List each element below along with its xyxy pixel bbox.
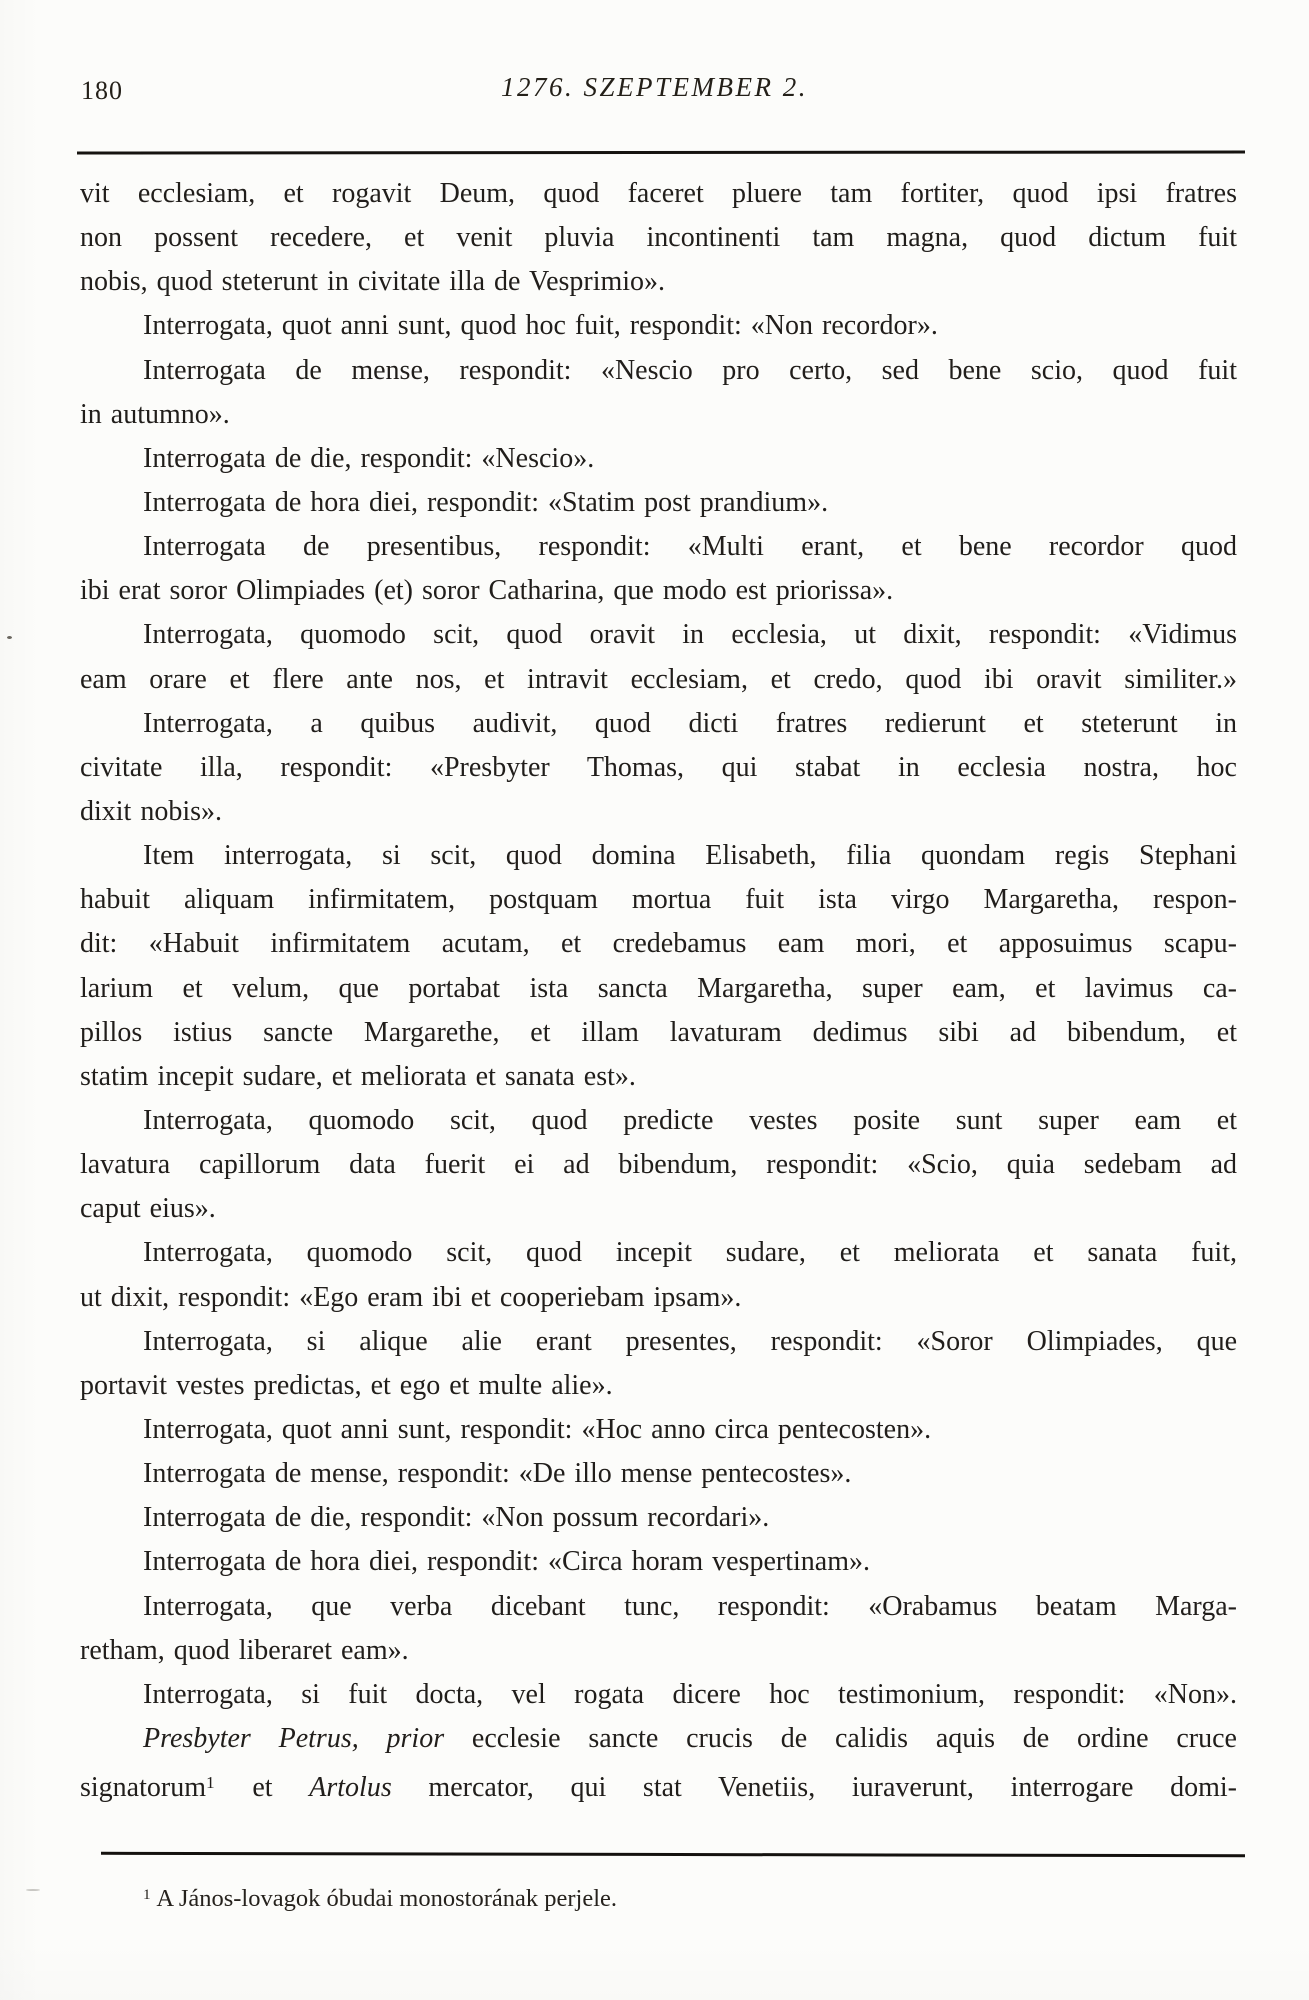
text-segment: dit: «Habuit infirmitatem acutam, et credebamus eam mori, et apposuimus scapu-	[80, 928, 1237, 960]
text-line	[80, 393, 1237, 437]
footnote-rule	[101, 1852, 1245, 1857]
text-line	[80, 172, 1237, 216]
text-segment: ibi erat soror Olimpiades (et) soror Catharina, que modo est priorissa».	[80, 575, 894, 607]
text-segment: Presbyter Petrus, prior	[143, 1722, 445, 1754]
text-line	[80, 1717, 1237, 1761]
text-segment: Interrogata, quomodo scit, quod predicte vestes posite sunt super eam et	[143, 1104, 1237, 1136]
text-line	[80, 481, 1237, 525]
text-line	[80, 967, 1237, 1011]
text-segment: ecclesie sancte crucis de calidis aquis de ordine cruce	[444, 1722, 1237, 1754]
text-line	[80, 349, 1237, 393]
text-segment: retham, quod liberaret eam».	[80, 1634, 409, 1666]
text-segment: Interrogata de mense, respondit: «Nescio pro certo, sed bene scio, quod fuit	[143, 354, 1237, 386]
text-line	[80, 922, 1237, 966]
text-segment: Interrogata de hora diei, respondit: «Circa horam vespertinam».	[143, 1546, 870, 1578]
text-line	[80, 304, 1237, 348]
text-line	[80, 702, 1237, 746]
text-line	[80, 1496, 1237, 1540]
text-line	[80, 1055, 1237, 1099]
text-segment: Interrogata de die, respondit: «Non possum recordari».	[143, 1502, 770, 1534]
text-line	[80, 746, 1237, 790]
text-block	[80, 172, 1237, 1805]
text-segment: Interrogata de die, respondit: «Nescio».	[143, 442, 595, 474]
text-segment: mercator, qui stat Venetiis, iuraverunt, interrogare domi-	[391, 1771, 1237, 1803]
text-segment: A János-lovagok óbudai monostorának perjele.	[151, 1884, 617, 1912]
text-line	[80, 613, 1237, 657]
text-line	[80, 1011, 1237, 1055]
text-line	[80, 1673, 1237, 1717]
footnote-marker: 1	[143, 1886, 152, 1903]
text-segment: larium et velum, que portabat ista sancta Margaretha, super eam, et lavimus ca-	[80, 972, 1237, 1004]
text-segment: in autumno».	[80, 398, 230, 430]
text-segment: Interrogata, quomodo scit, quod incepit sudare, et meliorata et sanata fuit,	[143, 1237, 1237, 1269]
text-line	[80, 1585, 1237, 1629]
text-line	[80, 1143, 1237, 1187]
text-segment: Interrogata, a quibus audivit, quod dicti fratres redierunt et steterunt in	[143, 707, 1237, 739]
text-segment: vit ecclesiam, et rogavit Deum, quod faceret pluere tam fortiter, quod ipsi fratres	[80, 178, 1237, 209]
text-segment: Item interrogata, si scit, quod domina Elisabeth, filia quondam regis Stephani	[143, 840, 1237, 872]
text-segment: caput eius».	[80, 1193, 216, 1225]
text-line	[80, 1540, 1237, 1584]
text-segment: pillos istius sancte Margarethe, et illam lavaturam dedimus sibi ad bibendum, et	[80, 1016, 1237, 1048]
text-segment: Interrogata de presentibus, respondit: «Multi erant, et bene recordor quod	[143, 531, 1237, 563]
text-line	[80, 1408, 1237, 1452]
text-segment: nobis, quod steterunt in civitate illa de Vesprimio».	[80, 266, 666, 298]
text-line	[80, 1099, 1237, 1143]
text-segment: Artolus	[309, 1771, 392, 1803]
text-line	[80, 1452, 1237, 1496]
running-header-title: 1276. SZEPTEMBER 2.	[501, 72, 808, 102]
text-line	[80, 1320, 1237, 1364]
text-segment: Interrogata, si fuit docta, vel rogata dicere hoc testimonium, respondit: «Non».	[143, 1678, 1237, 1710]
text-line	[80, 1187, 1237, 1231]
scan-speck	[26, 1889, 40, 1891]
text-line	[80, 569, 1237, 613]
scan-speck	[7, 636, 12, 639]
text-segment: habuit aliquam infirmitatem, postquam mortua fuit ista virgo Margaretha, respon-	[80, 884, 1237, 916]
text-line	[80, 834, 1237, 878]
text-line	[143, 1878, 1143, 1912]
text-segment: Interrogata, quot anni sunt, quod hoc fuit, respondit: «Non recordor».	[143, 310, 938, 342]
text-line	[80, 1231, 1237, 1275]
text-segment: signatorum	[80, 1771, 206, 1803]
text-segment: Interrogata, quot anni sunt, respondit: «Hoc anno circa pentecosten».	[143, 1413, 932, 1445]
text-segment: Interrogata, si alique alie erant presentes, respondit: «Soror Olimpiades, que	[143, 1325, 1237, 1357]
text-line	[80, 1364, 1237, 1408]
text-line	[80, 260, 1237, 304]
text-segment: eam orare et flere ante nos, et intravit ecclesiam, et credo, quod ibi oravit similiter.»	[80, 663, 1237, 695]
text-segment: Interrogata, que verba dicebant tunc, respondit: «Orabamus beatam Marga-	[143, 1590, 1237, 1622]
page-number: 180	[81, 76, 123, 105]
text-line	[80, 790, 1237, 834]
footnote	[143, 1878, 1143, 1912]
text-segment: civitate illa, respondit: «Presbyter Thomas, qui stabat in ecclesia nostra, hoc	[80, 751, 1237, 783]
text-segment: lavatura capillorum data fuerit ei ad bibendum, respondit: «Scio, quia sedebam ad	[80, 1149, 1237, 1181]
text-line	[80, 1276, 1237, 1320]
text-segment: dixit nobis».	[80, 795, 223, 827]
text-segment: et	[215, 1771, 310, 1803]
text-line	[80, 437, 1237, 481]
text-segment: Interrogata, quomodo scit, quod oravit in ecclesia, ut dixit, respondit: «Vidimus	[143, 619, 1237, 651]
text-line	[80, 878, 1237, 922]
text-segment: portavit vestes predictas, et ego et multe alie».	[80, 1369, 613, 1401]
text-line	[80, 1761, 1237, 1805]
text-line	[80, 216, 1237, 260]
text-segment: statim incepit sudare, et meliorata et sanata est».	[80, 1060, 636, 1092]
text-line	[80, 525, 1237, 569]
text-segment: Interrogata de hora diei, respondit: «Statim post prandium».	[143, 486, 829, 518]
text-segment: Interrogata de mense, respondit: «De illo mense pentecostes».	[143, 1458, 852, 1490]
footnote-marker: 1	[206, 1773, 216, 1793]
text-segment: ut dixit, respondit: «Ego eram ibi et cooperiebam ipsam».	[80, 1281, 742, 1313]
header-rule	[77, 150, 1245, 154]
text-segment: non possent recedere, et venit pluvia incontinenti tam magna, quod dictum fuit	[80, 222, 1237, 254]
text-line	[80, 1629, 1237, 1673]
text-line	[80, 658, 1237, 702]
